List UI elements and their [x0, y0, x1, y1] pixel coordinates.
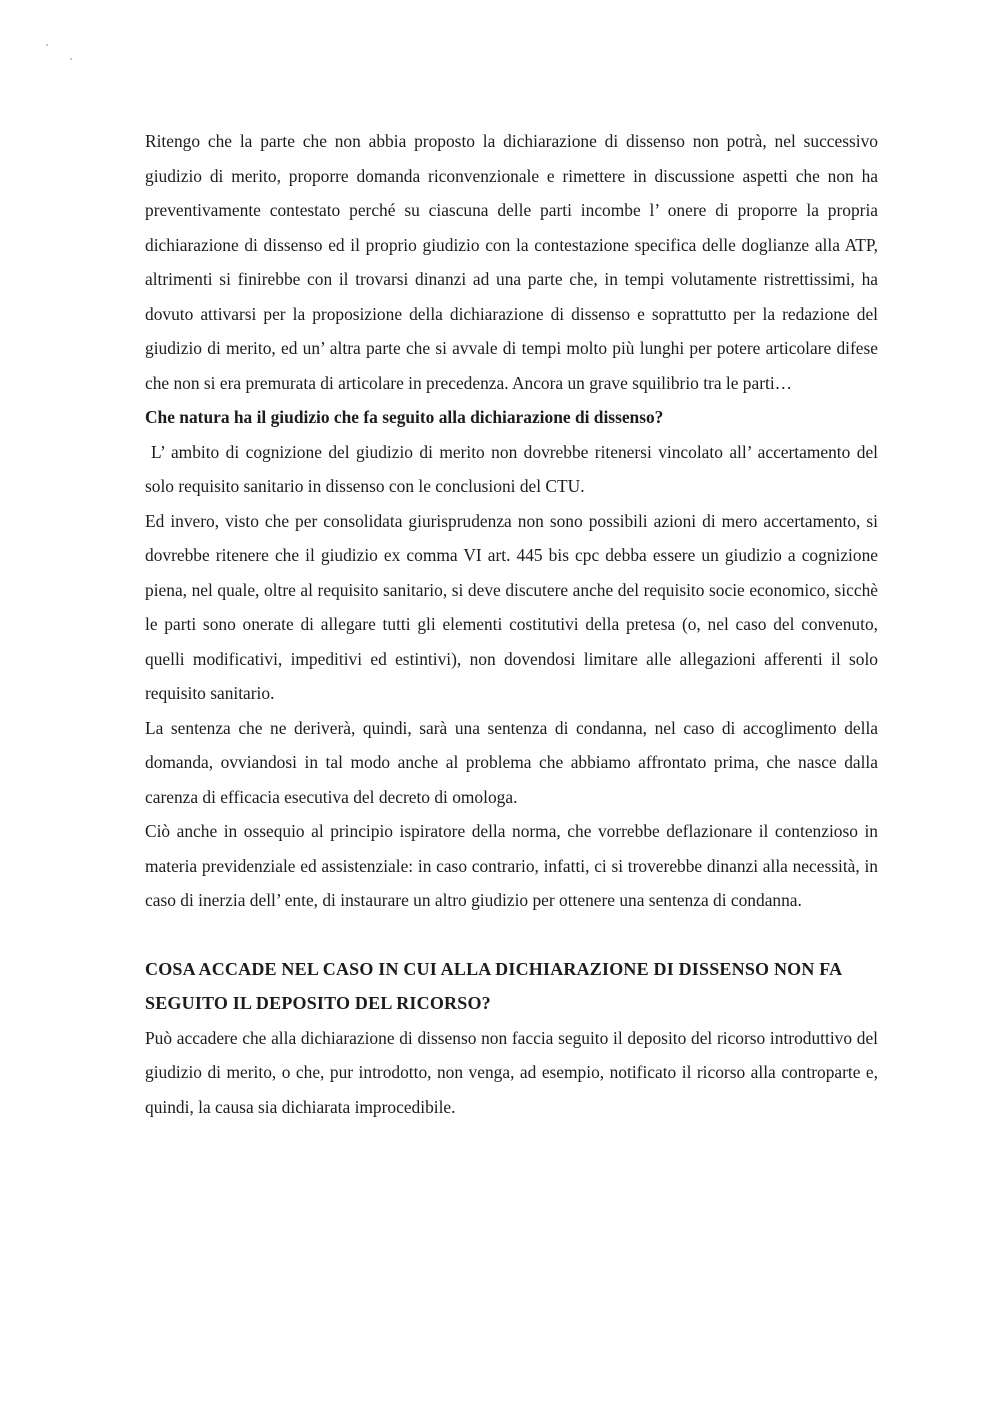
- paragraph-sentenza-condanna: La sentenza che ne deriverà, quindi, sarà una sentenza di condanna, nel caso di accoglimento della domanda, ovviandosi in tal modo anche al problema che abbiamo affrontato prima, che nasce dalla carenza di efficacia esecutiva del decreto di omologa.: [145, 717, 878, 807]
- paragraph-principio-ispiratore: Ciò anche in ossequio al principio ispiratore della norma, che vorrebbe deflazionare il contenzioso in materia previdenziale ed assistenziale: in caso contrario, infatti, ci si troverebbe dinanzi alla necessità, in caso di inerzia dell’ ente, di instaurare un altro giudizio per ottenere una sentenza di condanna.: [145, 821, 878, 910]
- paragraph-ed-invero: Ed invero, visto che per consolidata giurisprudenza non sono possibili azioni di mero accertamento, si dovrebbe ritenere che il giudizio ex comma VI art. 445 bis cpc debba essere un giudizio a cognizione piena, nel quale, oltre al requisito sanitario, si deve discutere anche del requisito socie economico, sicchè le parti sono onerate di allegare tutti gli elementi costitutivi della pretesa (o, nel caso del convenuto, quelli modificativi, impeditivi ed estintivi), non dovendosi limitare alle allegazioni afferenti il solo requisito sanitario.: [145, 510, 878, 703]
- paragraph-improcedibile: Può accadere che alla dichiarazione di dissenso non faccia seguito il deposito del ricorso introduttivo del giudizio di merito, o che, pur introdotto, non venga, ad esempio, notificato il ricorso alla controparte e, quindi, la causa sia dichiarata improcedibile.: [145, 1027, 878, 1117]
- scan-specks: [44, 42, 84, 66]
- paragraph-ambito-cognizione: L’ ambito di cognizione del giudizio di merito non dovrebbe ritenersi vincolato all’ accertamento del solo requisito sanitario in dissenso con le conclusioni del CTU.: [145, 441, 878, 496]
- paragraph-parte-dissenso: Ritengo che la parte che non abbia proposto la dichiarazione di dissenso non potrà, nel successivo giudizio di merito, proporre domanda riconvenzionale e rimettere in discussione aspetti che non ha preventivamente contestato perché su ciascuna delle parti incombe l’ onere di proporre la propria dichiarazione di dissenso ed il proprio giudizio con la contestazione specifica delle doglianze alla ATP, altrimenti si finirebbe con il trovarsi dinanzi ad una parte che, in tempi volutamente ristrettissimi, ha dovuto attivarsi per la proposizione della dichiarazione di dissenso e soprattutto per la redazione del giudizio di merito, ed un’ altra parte che si avvale di tempi molto più lunghi per potere articolare difese che non si era premurata di articolare in precedenza. Ancora un grave squilibrio tra le parti…: [145, 131, 878, 393]
- section-heading: COSA ACCADE NEL CASO IN CUI ALLA DICHIARAZIONE DI DISSENSO NON FA SEGUITO IL DEPOSITO DEL RICORSO?: [145, 958, 842, 1013]
- page-body: [145, 124, 878, 1124]
- question-natura-giudizio: Che natura ha il giudizio che fa seguito alla dichiarazione di dissenso?: [145, 407, 664, 427]
